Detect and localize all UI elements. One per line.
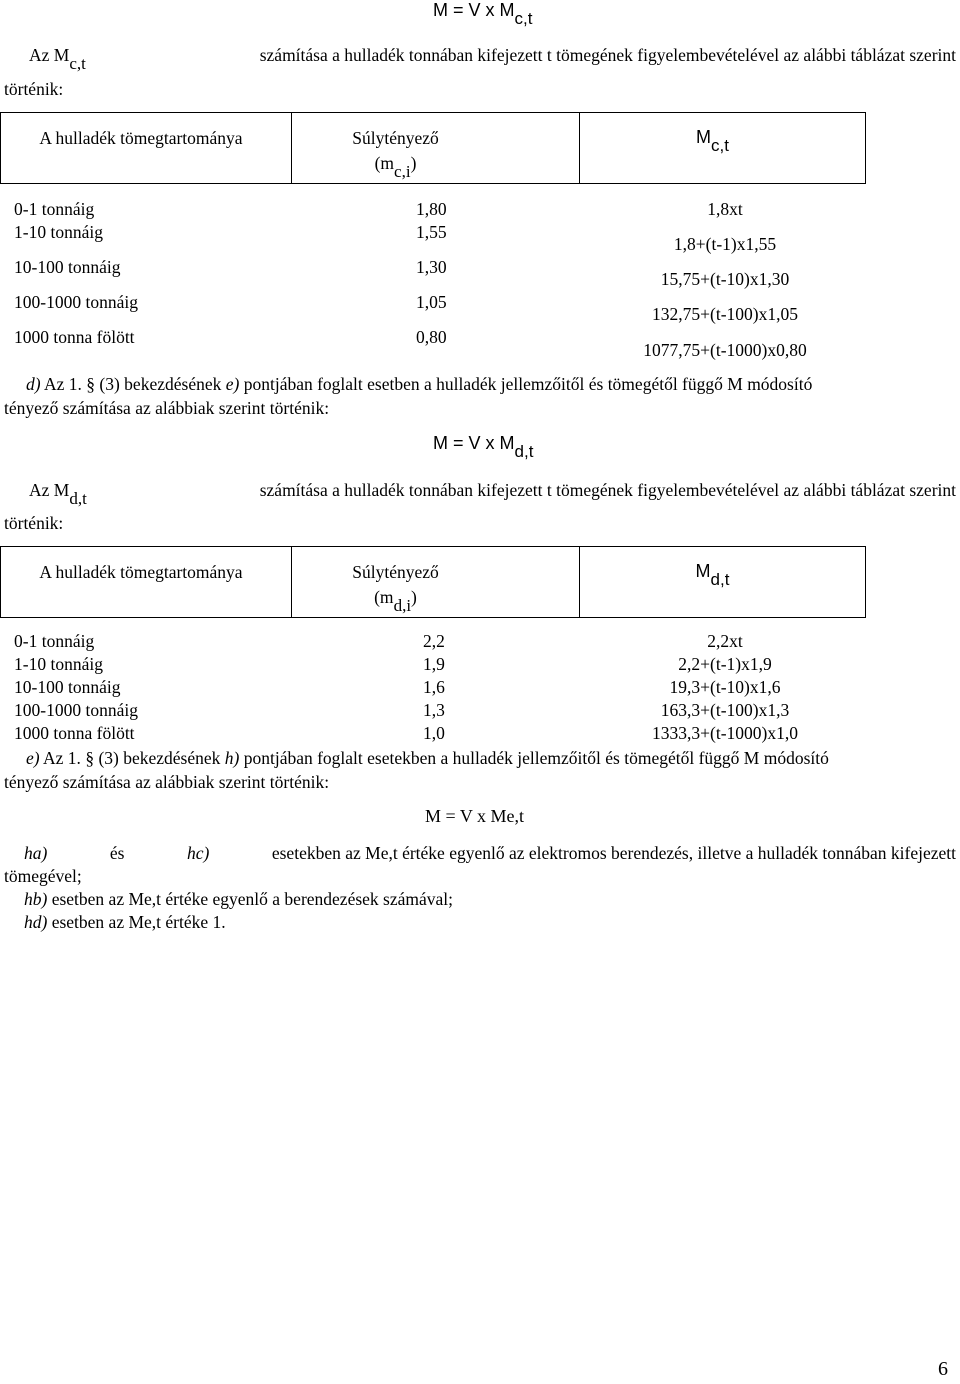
formula-cell: 19,3+(t-10)x1,6: [669, 677, 781, 697]
table-row: 100-1000 tonnáig: [14, 292, 138, 312]
paragraph-d-label: d): [26, 374, 41, 394]
paragraph-ha-line2: tömegével;: [4, 866, 82, 886]
weight-cell: 1,3: [423, 700, 445, 720]
table-row: 0-1 tonnáig: [14, 631, 95, 651]
formula-c-main: M = V x M: [433, 0, 515, 20]
section-sign: §: [85, 748, 95, 768]
table-row: 100-1000 tonnáig: [14, 700, 138, 720]
table-row: 1000 tonna fölött: [14, 723, 135, 743]
weight-cell: 1,05: [416, 292, 447, 312]
paragraph-hb: hb) esetben az Me,t értéke egyenlő a berendezések számával;: [24, 889, 454, 909]
weight-cell: 1,0: [423, 723, 445, 743]
table-d-header: [0, 546, 866, 618]
paragraph-ha-line1: ha) és hc) esetekben az Me,t értéke egyenlő az elektromos berendezés, illetve a hulladék tonnában kifejezett: [24, 843, 956, 863]
formula-cell: 132,75+(t-100)x1,05: [652, 304, 798, 324]
formula-d: M = V x Md,t: [433, 433, 534, 461]
formula-c: [433, 0, 533, 28]
paragraph-e-line2: tényező számítása az alábbiak szerint történik:: [4, 772, 330, 792]
formula-cell: 1,8xt: [707, 199, 743, 219]
table-d-header-col3: Md,t: [579, 547, 865, 617]
table-c-header-col2: Súlytényező (mc,i): [291, 113, 579, 183]
label-hc: hc): [186, 843, 210, 863]
weight-cell: 1,80: [416, 199, 447, 219]
weight-cell: 1,55: [416, 222, 447, 242]
formula-cell: 1,8+(t-1)x1,55: [673, 234, 777, 254]
paragraph-d2-line1: Az Md,t számítása a hulladék tonnában kifejezett t tömegének figyelembevételével az alábbi táblázat szerint: [29, 480, 956, 508]
table-row: 1000 tonna fölött: [14, 327, 135, 347]
paragraph-c-sub: c,t: [69, 54, 86, 73]
table-row: 1-10 tonnáig: [14, 222, 103, 242]
table-row: 10-100 tonnáig: [14, 257, 121, 277]
table-row: 0-1 tonnáig: [14, 199, 95, 219]
paragraph-d-line2: tényező számítása az alábbiak szerint történik:: [4, 398, 330, 418]
paragraph-e-label: e): [26, 748, 40, 768]
paragraph-e-line1: e) Az 1. § (3) bekezdésének h) pontjában foglalt esetekben a hulladék jellemzőitől és tömegétől függő M módosító: [26, 748, 829, 768]
formula-cell: 163,3+(t-100)x1,3: [660, 700, 790, 720]
table-c-header-col1: A hulladék tömegtartománya: [39, 128, 243, 148]
paragraph-d-line1: d) Az 1. § (3) bekezdésének e) pontjában foglalt esetben a hulladék jellemzőitől és tömegétől függő M módosító: [26, 374, 813, 394]
label-hd: hd): [24, 912, 48, 932]
weight-cell: 1,9: [423, 654, 445, 674]
paragraph-c-line1: [29, 45, 956, 73]
table-d-header-col2: Súlytényező (md,i): [291, 547, 579, 617]
table-d-header-col1: A hulladék tömegtartománya: [39, 562, 243, 582]
weight-cell: 2,2: [423, 631, 445, 651]
formula-cell: 15,75+(t-10)x1,30: [660, 269, 790, 289]
section-sign: §: [86, 374, 96, 394]
paragraph-c-az: Az M: [29, 45, 70, 65]
paragraph-c-line2: történik:: [4, 79, 64, 99]
formula-cell: 1077,75+(t-1000)x0,80: [643, 340, 807, 360]
formula-cell: 2,2xt: [707, 631, 743, 651]
weight-cell: 1,30: [416, 257, 447, 277]
paragraph-d2-line2: történik:: [4, 513, 64, 533]
formula-cell: 2,2+(t-1)x1,9: [678, 654, 772, 674]
weight-cell: 0,80: [416, 327, 447, 347]
label-ha: ha): [24, 843, 48, 863]
weight-cell: 1,6: [423, 677, 445, 697]
formula-c-sub: c,t: [514, 9, 533, 28]
label-hb: hb): [24, 889, 48, 909]
paragraph-c-rest: számítása a hulladék tonnában kifejezett t tömegének figyelembevételével az alábbi táblázat szerint: [259, 45, 956, 65]
formula-e: M = V x Me,t: [425, 806, 524, 826]
table-row: 10-100 tonnáig: [14, 677, 121, 697]
paragraph-hd: hd) esetben az Me,t értéke 1.: [24, 912, 226, 932]
table-c-header: [0, 112, 866, 184]
formula-cell: 1333,3+(t-1000)x1,0: [652, 723, 798, 743]
page-number: 6: [938, 1358, 948, 1380]
table-row: 1-10 tonnáig: [14, 654, 103, 674]
table-c-header-col3: Mc,t: [579, 113, 865, 183]
